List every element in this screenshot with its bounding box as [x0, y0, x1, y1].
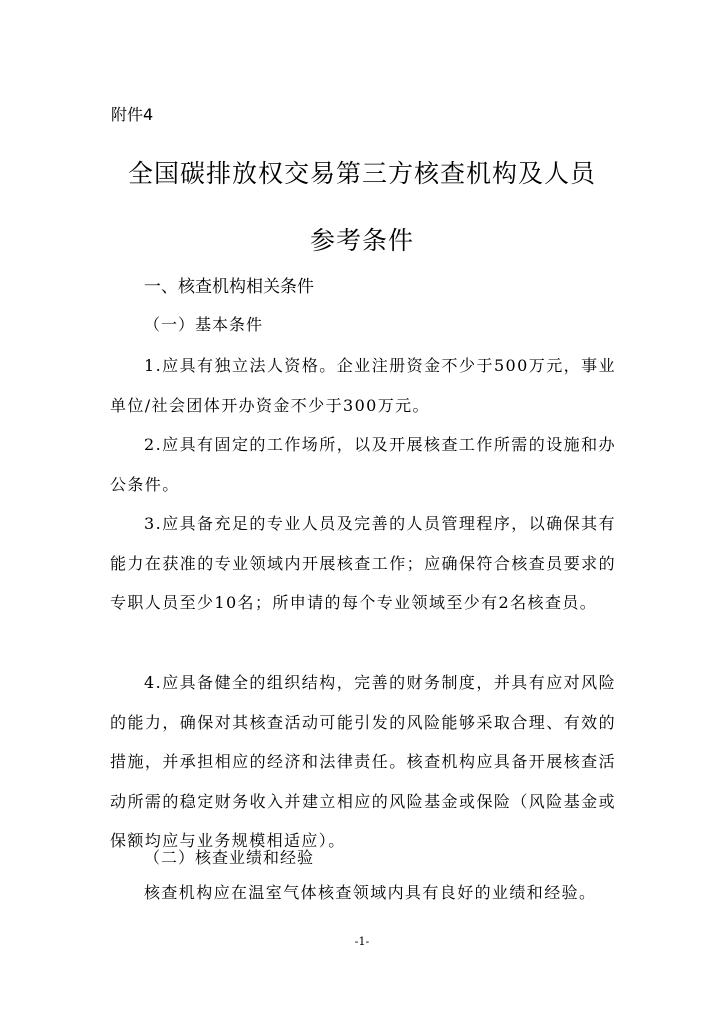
document-title-line-1: 全国碳排放权交易第三方核查机构及人员	[127, 159, 596, 188]
subsection-heading-experience: （二）核查业绩和经验	[144, 848, 315, 867]
document-title-line-2: 参考条件	[309, 226, 414, 255]
paragraph-item-1: 1.应具有独立法人资格。企业注册资金不少于500万元，事业单位/社会团体开办资金不少于300万元。	[110, 356, 616, 415]
paragraph-item-2: 2.应具有固定的工作场所，以及开展核查工作所需的设施和办公条件。	[110, 435, 616, 494]
paragraph-item-4: 4.应具备健全的组织结构，完善的财务制度，并具有应对风险的能力，确保对其核查活动可能引发的风险能够采取合理、有效的措施，并承担相应的经济和法律责任。核查机构应具备开展核查活动所需的稳定财务收入并建立相应的风险基金或保险（风险基金或保额均应与业务规模相适应）。	[110, 673, 616, 851]
page-number: -1-	[354, 935, 370, 948]
subsection-heading-basic-conditions: （一）基本条件	[144, 315, 264, 334]
section-heading: 一、核查机构相关条件	[144, 277, 314, 297]
paragraph-item-3: 3.应具备充足的专业人员及完善的人员管理程序，以确保其有能力在获准的专业领域内开展核查工作；应确保符合核查员要求的专职人员至少10名；所申请的每个专业领域至少有2名核查员。	[110, 514, 616, 613]
attachment-label: 附件4	[111, 105, 154, 124]
paragraph-experience: 核查机构应在温室气体核查领域内具有良好的业绩和经验。	[144, 883, 597, 902]
